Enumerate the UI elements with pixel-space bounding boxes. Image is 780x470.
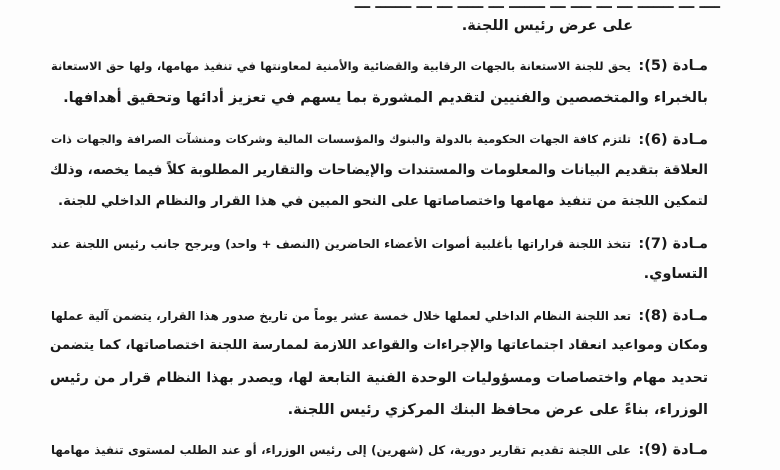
article-8-line-2: ومكان ومواعيد انعقاد اجتماعاتها والإجراءات والقواعد اللازمة لممارسة اللجنة اختصاصاتها، كما يتضمن <box>50 338 708 353</box>
article-8-line-3: تحديد مهام واختصاصات ومسؤوليات الوحدة الفنية التابعة لها، ويصدر بهذا النظام قرار من رئيس <box>50 370 708 386</box>
article-5-line-2: بالخبراء والمتخصصين والفنيين لتقديم المشورة بما يسهم في تعزيز أدائها وتحقيق أهدافها. <box>63 90 708 106</box>
article-9-line-1: على اللجنة تقديم تقارير دورية، كل (شهرين) إلى رئيس الوزراء، أو عند الطلب لمستوى تنفيذ مهامها <box>51 443 631 457</box>
article-7-line-1: تتخذ اللجنة قراراتها بأغلبية أصوات الأعضاء الحاضرين (النصف + واحد) ويرجح جانب رئيس اللجنة عند <box>51 237 631 251</box>
cut-off-top-line: ــــ ـــ ـــــــ ـــ ـــ ــــ ـــ ـــــــ ـــ ـــــ ـــ ـــ ـــــــ ـــ <box>354 0 720 12</box>
article-5-label: مـادة (5): <box>638 58 708 74</box>
article-6-line-1: تلتزم كافة الجهات الحكومية بالدولة والبنوك والمؤسسات المالية وشركات ومنشآت الصرافة والجهات ذات <box>51 133 631 146</box>
article-8-line-1: تعد اللجنة النظام الداخلي لعملها خلال خمسة عشر يوماً من تاريخ صدور هذا القرار، يتضمن آلية عملها <box>51 309 631 323</box>
article-5-line-1: يحق للجنة الاستعانة بالجهات الرقابية والقضائية والأمنية لمعاونتها في تنفيذ مهامها، ولها حق الاستعانة <box>51 59 631 73</box>
article-7-line-2: التساوي. <box>643 266 708 282</box>
intro-tail-text: على عرض رئيس اللجنة. <box>461 18 633 34</box>
article-6-label: مـادة (6): <box>638 132 708 148</box>
article-7-label: مـادة (7): <box>638 236 708 252</box>
article-8-label: مـادة (8): <box>638 308 708 324</box>
article-8-line-4: الوزراء، بناءً على عرض محافظ البنك المركزي رئيس اللجنة. <box>287 402 708 418</box>
article-6-line-2: العلاقة بتقديم البيانات والمعلومات والمستندات والإيضاحات والتقارير المطلوبة كلاً فيما يخصه، وذلك <box>50 162 708 178</box>
article-9-label: مـادة (9): <box>638 442 708 458</box>
article-6-line-3: لتمكين اللجنة من تنفيذ مهامها واختصاصاتها على النحو المبين في هذا القرار والنظام الداخلي للجنة. <box>58 194 708 209</box>
